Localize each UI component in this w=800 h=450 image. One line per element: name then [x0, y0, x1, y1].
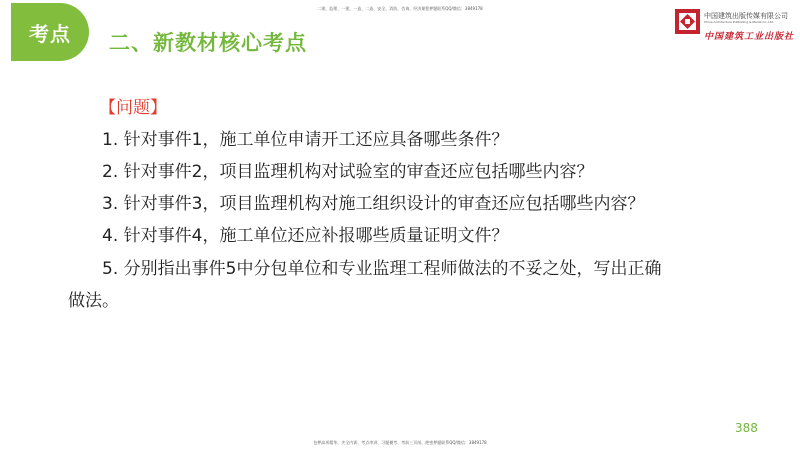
publisher-name-calligraphy: 中国建筑工业出版社	[704, 32, 795, 42]
publisher-logo-icon	[674, 8, 701, 35]
publisher-name-cn: 中国建筑出版传媒有限公司	[704, 12, 788, 20]
question-2: 2. 针对事件2，项目监理机构对试验室的审查还应包括哪些内容？	[102, 162, 594, 182]
badge-text: 考点	[29, 21, 71, 46]
question-5: 5. 分别指出事件5中分包单位和专业监理工程师做法的不妥之处，写出正确	[102, 259, 662, 279]
question-1: 1. 针对事件1，施工单位申请开工还应具备哪些条件？	[102, 130, 509, 150]
question-4: 4. 针对事件4，施工单位还应补报哪些质量证明文件？	[102, 226, 509, 246]
topic-badge	[11, 3, 89, 61]
section-title: 二、新教材核心考点	[109, 31, 307, 55]
publisher-name-en: China Architecture Publishing & Media Co.,Ltd.	[704, 20, 774, 24]
question-3: 3. 针对事件3，项目监理机构对施工组织设计的审查还应包括哪些内容？	[102, 194, 645, 214]
top-watermark: 二建、监理、一建、一造、二造、安全、消防、咨询、经济课程押题联系QQ/微信：3849178	[317, 6, 483, 11]
question-header: 【问题】	[99, 98, 167, 118]
publisher-logo-block	[674, 7, 795, 47]
bottom-watermark: 包押高项精华、夹全内训、考点串讲、习题模考、考前三页纸、绝密押题联系QQ/微信：3849178	[313, 440, 487, 445]
question-5-continuation: 做法。	[68, 291, 119, 311]
page-number: 388	[735, 421, 758, 435]
